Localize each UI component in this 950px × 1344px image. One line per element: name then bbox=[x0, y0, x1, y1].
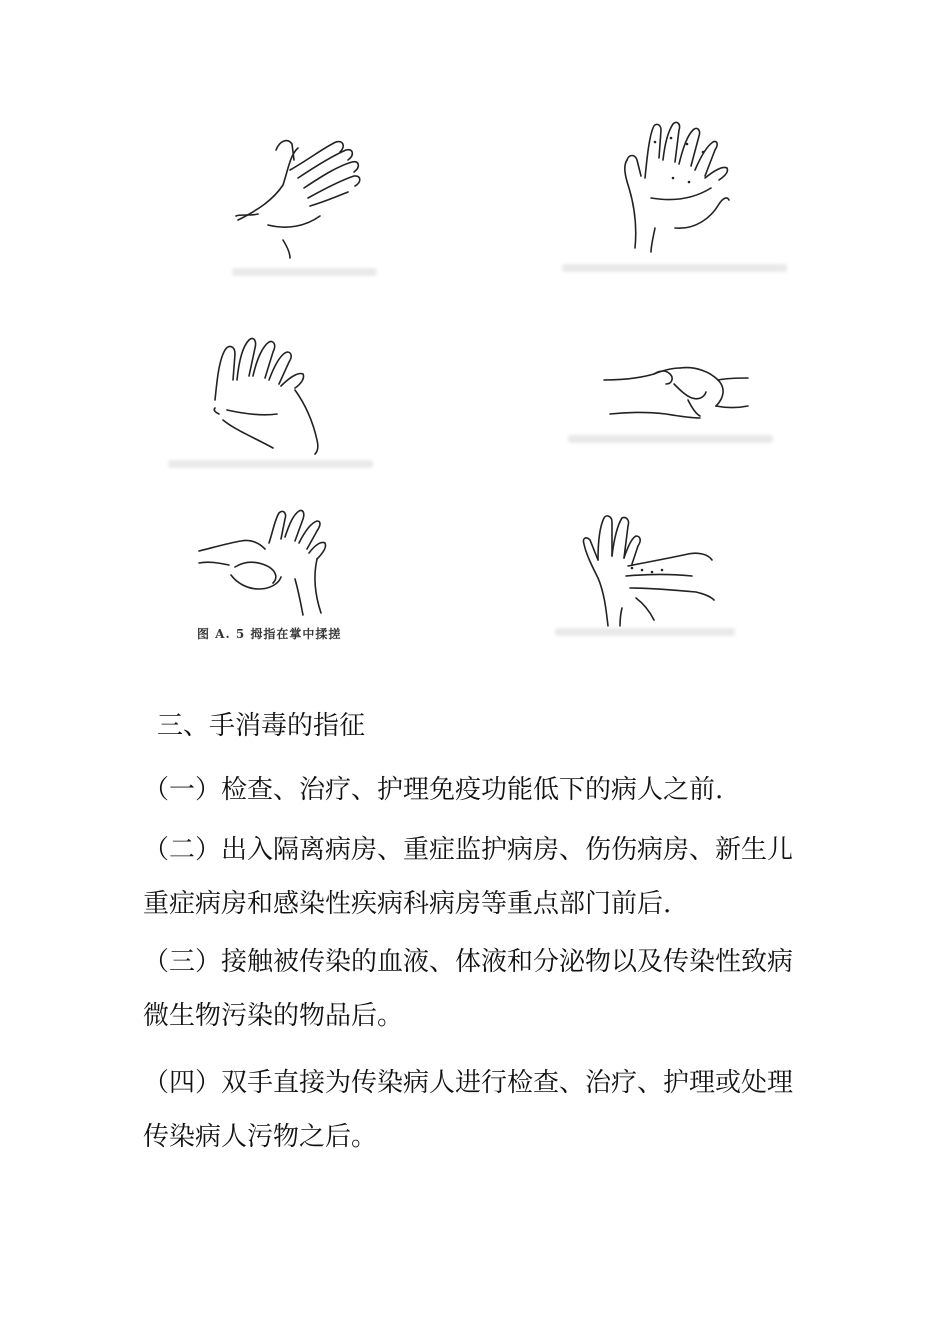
hand-figure-fingertips-in-palm bbox=[578, 508, 718, 628]
indication-line: 重症病房和感染性疾病科病房等重点部门前后. bbox=[143, 889, 672, 919]
figure-caption-blurred bbox=[232, 268, 377, 276]
figure-caption-a5: 图 A. 5 拇指在掌中揉搓 bbox=[197, 627, 342, 641]
figure-caption-blurred bbox=[568, 435, 773, 443]
figure-caption-blurred bbox=[562, 264, 787, 272]
indication-item-3 bbox=[143, 935, 823, 1043]
hand-figure-fingers-interlaced bbox=[205, 330, 335, 455]
indication-line: 传染病人污物之后。 bbox=[143, 1122, 378, 1152]
indication-line: （一）检查、治疗、护理免疫功能低下的病人之前. bbox=[143, 775, 724, 805]
indication-line: （二）出入隔离病房、重症监护病房、伤伤病房、新生儿 bbox=[143, 835, 794, 865]
indication-line: （四）双手直接为传染病人进行检查、治疗、护理或处理 bbox=[143, 1068, 794, 1098]
hand-figure-thumb-in-palm bbox=[195, 503, 345, 618]
indication-line: （三）接触被传染的血液、体液和分泌物以及传染性致病 bbox=[143, 947, 794, 977]
figure-caption-blurred bbox=[555, 628, 735, 636]
indication-item-1 bbox=[143, 763, 823, 817]
indication-item-2 bbox=[143, 823, 823, 931]
hand-figure-palm-to-palm bbox=[228, 130, 378, 260]
figure-caption-blurred bbox=[168, 460, 373, 468]
section-heading: 三、手消毒的指征 bbox=[157, 711, 366, 741]
hand-figure-back-of-hands bbox=[615, 118, 745, 258]
indication-line: 微生物污染的物品后。 bbox=[143, 1001, 404, 1031]
indication-item-4 bbox=[143, 1056, 823, 1164]
hand-figure-fingers-locked bbox=[600, 350, 750, 430]
